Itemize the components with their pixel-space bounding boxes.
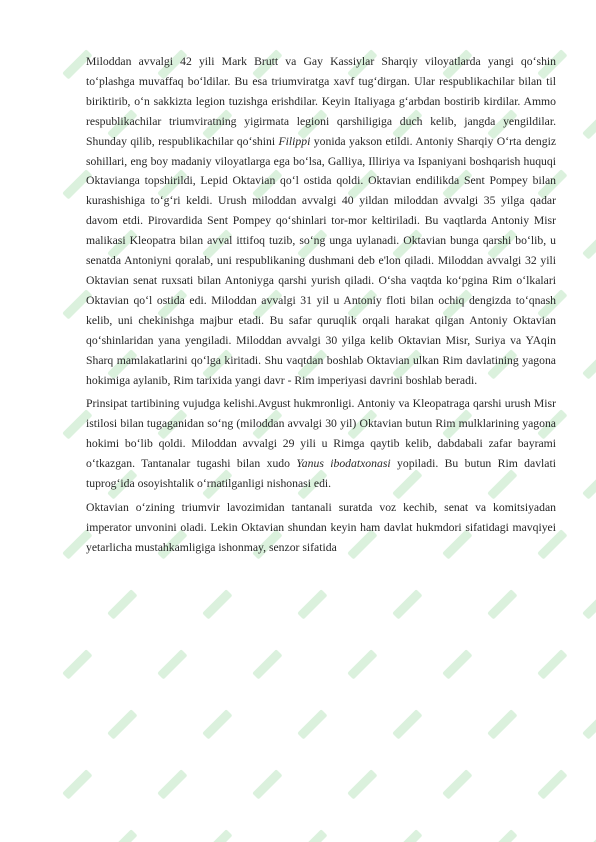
watermark-mark: [202, 589, 232, 619]
watermark-mark: [392, 589, 422, 619]
watermark-mark: [252, 649, 282, 679]
watermark-mark: [392, 829, 422, 842]
watermark-mark: [487, 709, 517, 739]
watermark-mark: [442, 769, 472, 799]
watermark-mark: [442, 649, 472, 679]
watermark-mark: [347, 769, 377, 799]
watermark-mark: [537, 649, 567, 679]
watermark-mark: [582, 109, 596, 139]
watermark-mark: [202, 709, 232, 739]
paragraph-2: [86, 394, 556, 494]
watermark-mark: [487, 829, 517, 842]
watermark-mark: [347, 649, 377, 679]
watermark-mark: [537, 769, 567, 799]
watermark-mark: [582, 709, 596, 739]
watermark-mark: [107, 709, 137, 739]
watermark-mark: [157, 769, 187, 799]
text-run: yopiladi. Bu butun Rim davlati tuprog‘ida osoyishtalik o‘rnatilganligi nishonasi edi.: [86, 457, 556, 491]
text-run: Prinsipat tartibining vujudga kelishi.Avgust hukmronligi. Antoniy va Kleopatraga qarshi urush Misr istilosi bilan tugaganidan so‘ng (miloddan avvalgi 30 yil) Oktavian butun Rim mulklarining yagona hokimi bo‘lib qoldi. Miloddan avvalgi 29 yili u Rimga qaytib kelib, dabdabali zafar bayrami o‘tkazgan. Tantanalar tugashi bilan xudo: [86, 397, 556, 471]
watermark-mark: [392, 709, 422, 739]
watermark-mark: [297, 829, 327, 842]
watermark-mark: [582, 229, 596, 259]
watermark-mark: [62, 769, 92, 799]
paragraph-1: [86, 52, 556, 390]
watermark-mark: [297, 589, 327, 619]
watermark-mark: [157, 649, 187, 679]
text-run: yonida yakson etildi. Antoniy Sharqiy O‘rta dengiz sohillari, eng boy madaniy viloyatlarga ega bo‘lsa, Galliya, Illiriya va Ispaniyani boshqarish huquqi Oktavianga topshirildi, Lepid Oktavian qo‘l ostida qoldi. Oktavian endilikda Sent Pompey bilan kurashishiga to‘g‘ri keldi. Urush miloddan avvalgi 40 yildan miloddan avvalgi 35 yilga qadar davom etdi. Pirovardida Sent Pompey qo‘shinlari tor-mor keltiriladi. Bu vaqtlarda Antoniy Misr malikasi Kleopatra bilan avval ittifoq tuzib, so‘ng unga uylanadi. Oktavian bunga qarshi bo‘lib, u senatda Antoniyni qoralab, uni respublikaning dushmani deb e'lon qiladi. Miloddan avvalgi 32 yili Oktavian senat ruxsati bilan Antoniyga qarshi yurish qiladi. O‘sha vaqtda ko‘pgina Rim o‘lkalari Oktavian qo‘l ostida edi. Miloddan avvalgi 31 yil u Antoniy floti bilan ochiq dengizda to‘qnash kelib, uni chekinishga majbur etadi. Bu safar quruqlik orqali harakat qilgan Antoniy Oktavian qo‘shinlaridan yana yengiladi. Miloddan avvalgi 30 yilga kelib Oktavian Misr, Suriya va YAqin Sharq mamlakatlarini qo‘lga kiritadi. Shu vaqtdan boshlab Oktavian ulkan Rim davlatining yagona hokimiga aylanib, Rim tarixida yangi davr - Rim imperiyasi davrini boshlab beradi.: [86, 134, 557, 387]
document-page: [86, 52, 556, 562]
italic-term: Filippi: [278, 134, 311, 148]
italic-term: Yanus ibodatxonasi: [296, 457, 391, 471]
text-run: Miloddan avvalgi 42 yili Mark Brutt va Gay Kassiylar Sharqiy viloyatlarda yangi qo‘shin to‘plashga muvaffaq bo‘ldilar. Bu esa triumviratga xavf tug‘dirgan. Ular respublikachilar bilan til biriktirib, o‘n sakkizta legion tuzishga erishdilar. Keyin Italiyaga g‘arbdan bostirib kirdilar. Ammo respublikachilar triumviratning yigirmata legioni qarshiligiga duch kelib, jangda yengildilar. Shunday qilib, respublikachilar qo‘shini: [86, 55, 556, 148]
text-run: Oktavian o‘zining triumvir lavozimidan tantanali suratda voz kechib, senat va komitsiyadan imperator unvonini oladi. Lekin Oktavian shundan keyin ham davlat hukmdori sifatidagi mavqiyei yetarlicha mustahkamligiga ishonmay, senzor sifatida: [86, 500, 556, 554]
watermark-mark: [62, 649, 92, 679]
watermark-mark: [582, 829, 596, 842]
watermark-mark: [582, 589, 596, 619]
paragraph-3: [86, 498, 556, 558]
watermark-mark: [107, 829, 137, 842]
watermark-mark: [252, 769, 282, 799]
watermark-mark: [107, 589, 137, 619]
watermark-mark: [582, 469, 596, 499]
watermark-mark: [487, 589, 517, 619]
watermark-mark: [297, 709, 327, 739]
watermark-mark: [202, 829, 232, 842]
watermark-mark: [582, 349, 596, 379]
